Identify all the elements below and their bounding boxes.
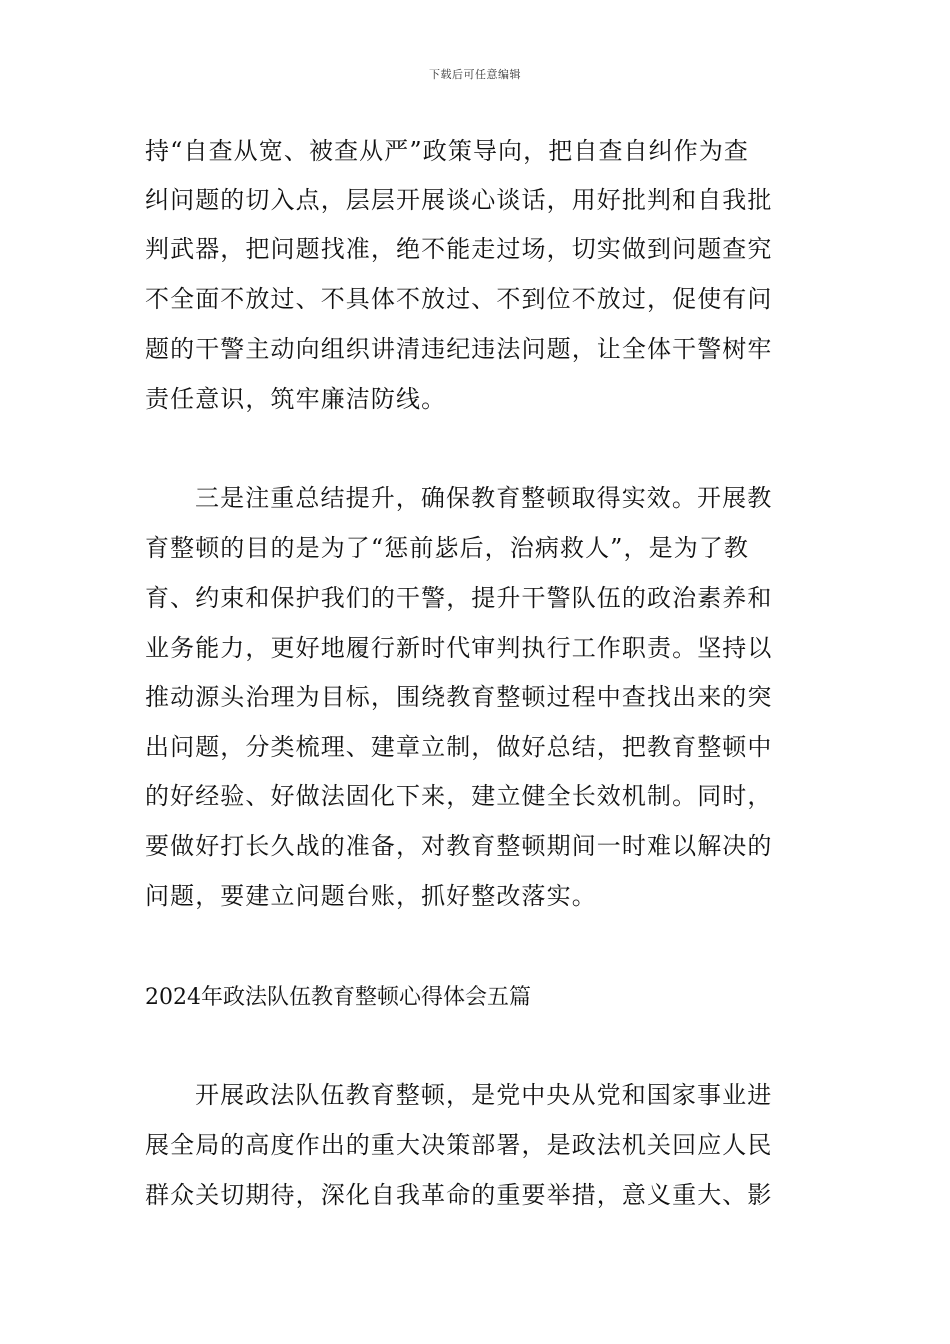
section-title: 2024年政法队伍教育整顿心得体会五篇	[145, 985, 531, 1010]
paragraph-1-line: 题的干警主动向组织讲清违纪违法问题，让全体干警树牢	[145, 335, 773, 363]
paragraph-1-line: 判武器，把问题找准，绝不能走过场，切实做到问题查究	[145, 235, 773, 263]
paragraph-3-line: 展全局的高度作出的重大决策部署，是政法机关回应人民	[145, 1131, 773, 1159]
paragraph-2-line: 三是注重总结提升，确保教育整顿取得实效。开展教	[195, 484, 773, 512]
paragraph-1-line: 不全面不放过、不具体不放过、不到位不放过，促使有问	[145, 285, 773, 313]
paragraph-3-line: 开展政法队伍教育整顿，是党中央从党和国家事业进	[195, 1081, 773, 1109]
paragraph-2-line: 推动源头治理为目标，围绕教育整顿过程中查找出来的突	[145, 683, 773, 711]
paragraph-1-line: 持“自查从宽、被查从严”政策导向，把自查自纠作为查	[145, 137, 750, 165]
paragraph-2-line: 业务能力，更好地履行新时代审判执行工作职责。坚持以	[145, 634, 773, 662]
paragraph-1-line: 纠问题的切入点，层层开展谈心谈话，用好批判和自我批	[145, 186, 773, 214]
paragraph-2-line: 要做好打长久战的准备，对教育整顿期间一时难以解决的	[145, 832, 773, 860]
paragraph-3-line: 群众关切期待，深化自我革命的重要举措，意义重大、影	[145, 1181, 773, 1209]
paragraph-2-line: 出问题，分类梳理、建章立制，做好总结，把教育整顿中	[145, 733, 773, 761]
header-note: 下载后可任意编辑	[429, 68, 521, 81]
paragraph-2-line: 的好经验、好做法固化下来，建立健全长效机制。同时，	[145, 782, 773, 810]
paragraph-2-line: 问题，要建立问题台账，抓好整改落实。	[145, 882, 597, 910]
paragraph-1-line: 责任意识，筑牢廉洁防线。	[145, 385, 447, 413]
paragraph-2-line: 育、约束和保护我们的干警，提升干警队伍的政治素养和	[145, 584, 773, 612]
paragraph-2-line: 育整顿的目的是为了“惩前毖后，治病救人”，是为了教	[145, 534, 750, 562]
